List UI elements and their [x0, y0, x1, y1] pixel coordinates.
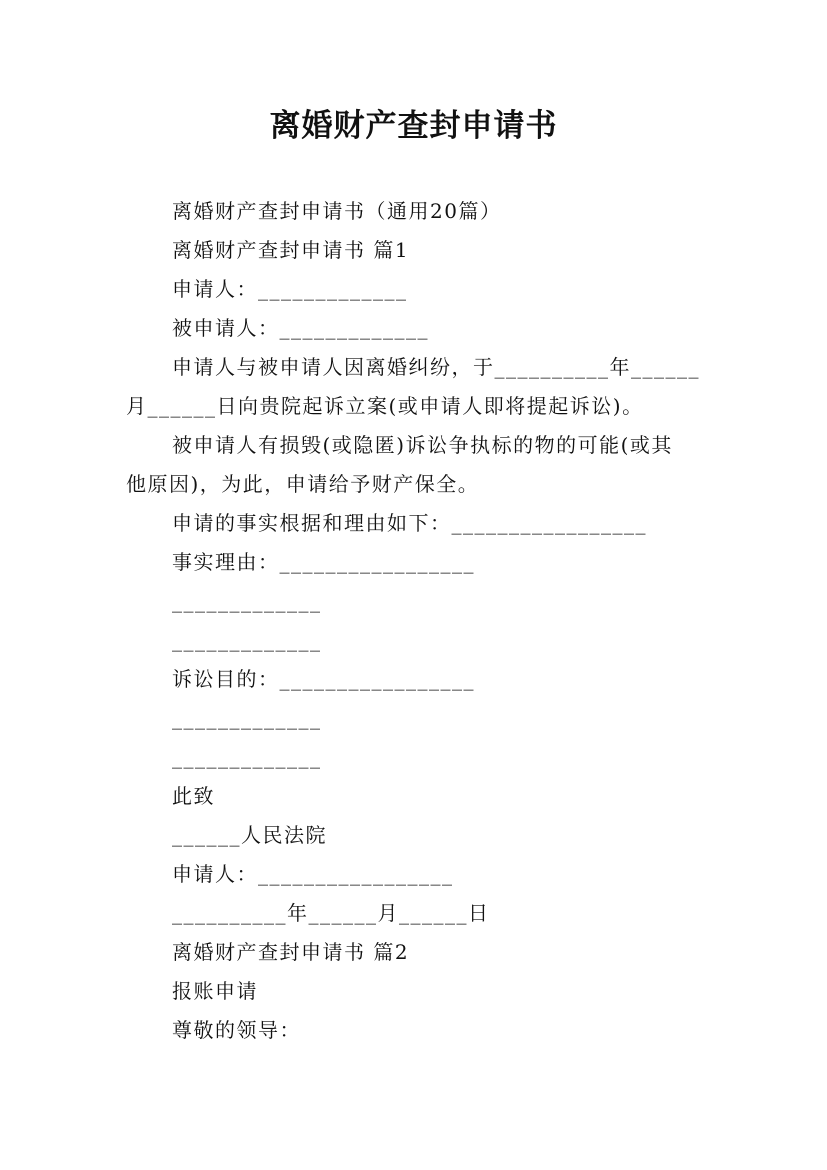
blank-line: _____________: [172, 706, 322, 730]
salutation-line: 此致: [172, 784, 215, 808]
facts-line: 事实理由：_________________: [172, 550, 475, 574]
paragraph-line: 被申请人有损毁(或隐匿)诉讼争执标的物的可能(或其: [172, 433, 673, 457]
applicant-line: 申请人：_____________: [172, 277, 408, 301]
paragraph-line: 月______日向贵院起诉立案(或申请人即将提起诉讼)。: [126, 394, 644, 418]
paragraph-line: 申请人与被申请人因离婚纠纷，于__________年______: [172, 355, 700, 379]
purpose-line: 诉讼目的：_________________: [172, 667, 475, 691]
section-heading-1: 离婚财产查封申请书 篇1: [172, 238, 410, 262]
subheading-line: 报账申请: [172, 979, 258, 1003]
greeting-line: 尊敬的领导：: [172, 1018, 301, 1042]
date-line: __________年______月______日: [172, 901, 490, 925]
blank-line: _____________: [172, 745, 322, 769]
collection-heading: 离婚财产查封申请书（通用20篇）: [172, 199, 502, 223]
blank-line: _____________: [172, 628, 322, 652]
basis-line: 申请的事实根据和理由如下：_________________: [172, 511, 647, 535]
document-title: 离婚财产查封申请书: [269, 108, 558, 144]
signature-line: 申请人：_________________: [172, 862, 454, 886]
respondent-line: 被申请人：_____________: [172, 316, 429, 340]
court-line: ______人民法院: [172, 823, 327, 847]
blank-line: _____________: [172, 589, 322, 613]
paragraph-line: 他原因)，为此，申请给予财产保全。: [126, 472, 480, 496]
section-heading-2: 离婚财产查封申请书 篇2: [172, 940, 410, 964]
